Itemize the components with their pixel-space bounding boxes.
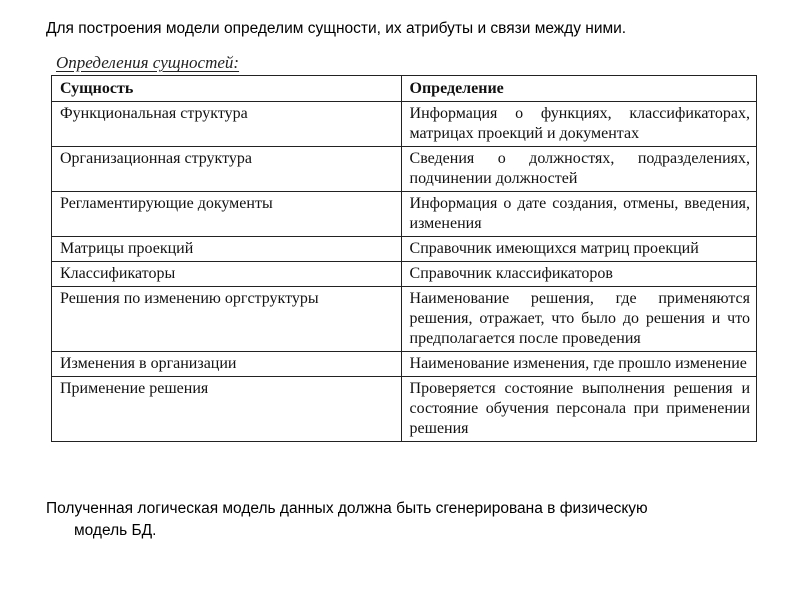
entity-name-cell: Матрицы проекций <box>52 237 402 262</box>
table-row <box>52 377 757 442</box>
entity-definition-cell: Информация о дате создания, отмены, введения, изменения <box>401 192 756 237</box>
table-caption: Определения сущностей: <box>56 53 240 72</box>
table-row <box>52 192 757 237</box>
entity-definition-cell: Справочник имеющихся матриц проекций <box>401 237 756 262</box>
table-row <box>52 102 757 147</box>
entity-definition-cell: Проверяется состояние выполнения решения и состояние обучения персонала при применении решения <box>401 377 756 442</box>
entity-definition-cell: Сведения о должностях, подразделениях, подчинении должностей <box>401 147 756 192</box>
entity-name-cell: Классификаторы <box>52 262 402 287</box>
entity-definition-cell: Наименование решения, где применяются решения, отражает, что было до решения и что предполагается после проведения <box>401 287 756 352</box>
outro-line-2: модель БД. <box>74 522 157 539</box>
table-row <box>52 147 757 192</box>
entity-name-cell: Функциональная структура <box>52 102 402 147</box>
entity-definition-cell: Информация о функциях, классификаторах, матрицах проекций и документах <box>401 102 756 147</box>
entity-definition-cell: Наименование изменения, где прошло изменение <box>401 352 756 377</box>
table-header-row <box>52 76 757 102</box>
table-row <box>52 237 757 262</box>
entity-definitions-table <box>51 75 757 442</box>
outro-paragraph <box>46 498 766 542</box>
entity-name-cell: Решения по изменению оргструктуры <box>52 287 402 352</box>
intro-paragraph: Для построения модели определим сущности, их атрибуты и связи между ними. <box>46 20 627 37</box>
entity-name-cell: Применение решения <box>52 377 402 442</box>
table-row <box>52 287 757 352</box>
outro-line-1: Полученная логическая модель данных должна быть сгенерирована в физическую <box>46 500 648 517</box>
entity-name-cell: Изменения в организации <box>52 352 402 377</box>
entity-name-cell: Регламентирующие документы <box>52 192 402 237</box>
column-header-definition: Определение <box>401 76 756 102</box>
table-row <box>52 262 757 287</box>
entity-name-cell: Организационная структура <box>52 147 402 192</box>
table-row <box>52 352 757 377</box>
entity-definition-cell: Справочник классификаторов <box>401 262 756 287</box>
column-header-entity: Сущность <box>52 76 402 102</box>
